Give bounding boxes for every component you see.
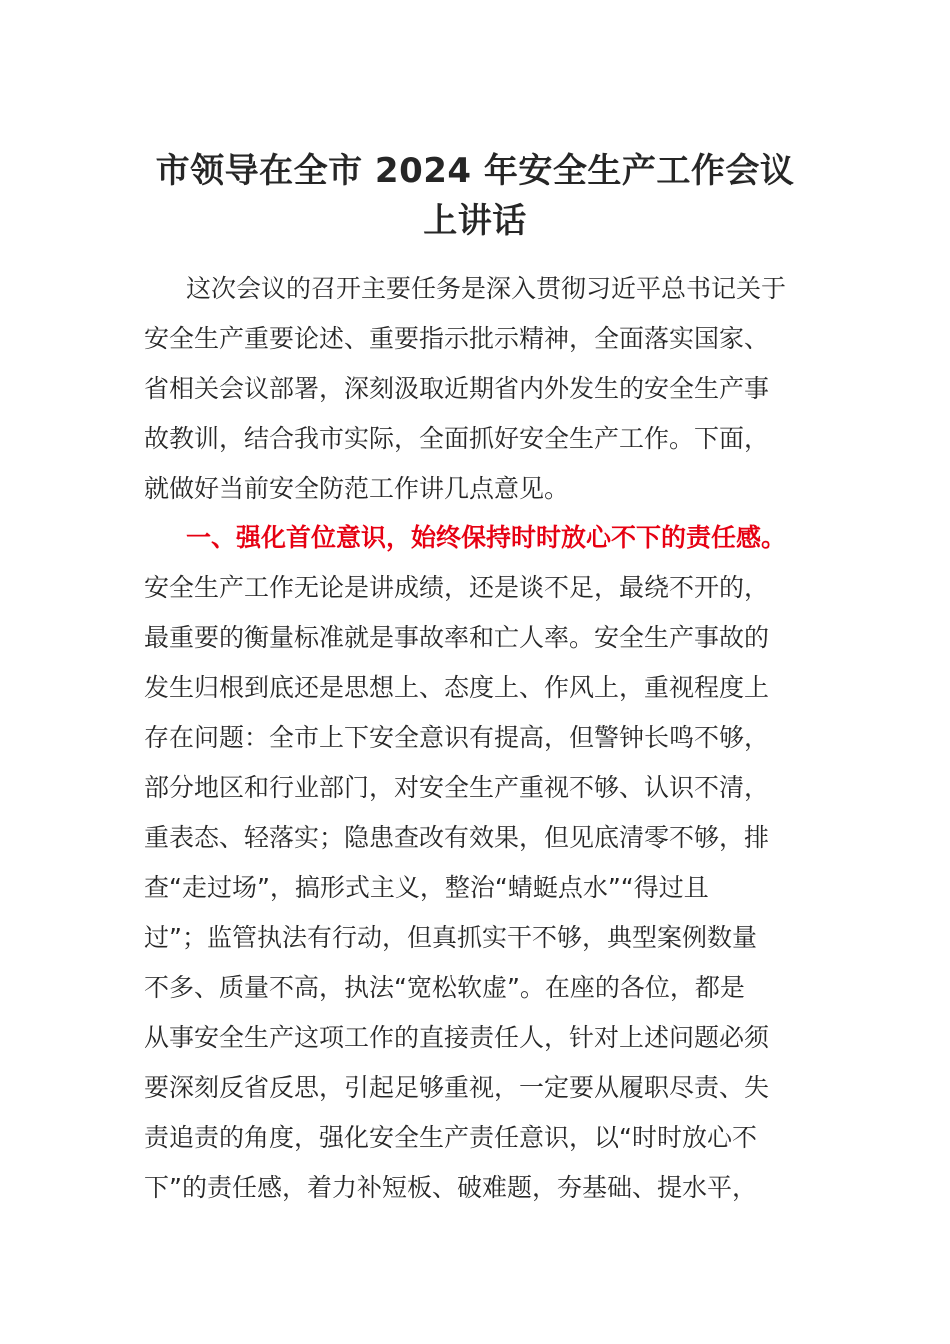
section-1-paragraph	[144, 513, 806, 1213]
paragraph-line: 发生归根到底还是思想上、态度上、作风上，重视程度上	[144, 673, 770, 702]
paragraph-line: 责追责的角度，强化安全生产责任意识，以“时时放心不	[144, 1123, 757, 1152]
paragraph-line: 最重要的衡量标准就是事故率和亡人率。安全生产事故的	[144, 623, 770, 652]
paragraph-line: 这次会议的召开主要任务是深入贯彻习近平总书记关于	[186, 274, 787, 303]
intro-paragraph	[144, 264, 806, 514]
section-heading-line	[144, 513, 806, 563]
paragraph-line: 安全生产工作无论是讲成绩，还是谈不足，最绕不开的，	[144, 573, 770, 602]
paragraph-line: 从事安全生产这项工作的直接责任人，针对上述问题必须	[144, 1023, 770, 1052]
paragraph-line: 过”；监管执法有行动，但真抓实干不够，典型案例数量	[144, 923, 757, 952]
paragraph-line: 存在问题：全市上下安全意识有提高，但警钟长鸣不够，	[144, 723, 770, 752]
paragraph-line: 省相关会议部署，深刻汲取近期省内外发生的安全生产事	[144, 374, 770, 403]
document-title	[120, 146, 830, 246]
paragraph-line: 安全生产重要论述、重要指示批示精神，全面落实国家、	[144, 324, 770, 353]
section-1-heading: 一、强化首位意识，始终保持时时放心不下的责任感。	[186, 523, 787, 552]
paragraph-line: 故教训，结合我市实际，全面抓好安全生产工作。下面，	[144, 424, 770, 453]
paragraph-line: 要深刻反省反思，引起足够重视，一定要从履职尽责、失	[144, 1073, 770, 1102]
paragraph-line: 重表态、轻落实；隐患查改有效果，但见底清零不够，排	[144, 823, 770, 852]
paragraph-line: 就做好当前安全防范工作讲几点意见。	[144, 474, 570, 503]
paragraph-line: 不多、质量不高，执法“宽松软虚”。在座的各位，都是	[144, 973, 745, 1002]
paragraph-line: 查“走过场”，搞形式主义，整治“蜻蜓点水”“得过且	[144, 873, 709, 902]
paragraph-line: 部分地区和行业部门，对安全生产重视不够、认识不清，	[144, 773, 770, 802]
title-line-2: 上讲话	[423, 201, 527, 241]
title-line-1: 市领导在全市 2024 年安全生产工作会议	[155, 151, 795, 191]
paragraph-line: 下”的责任感，着力补短板、破难题，夯基础、提水平，	[144, 1173, 757, 1202]
